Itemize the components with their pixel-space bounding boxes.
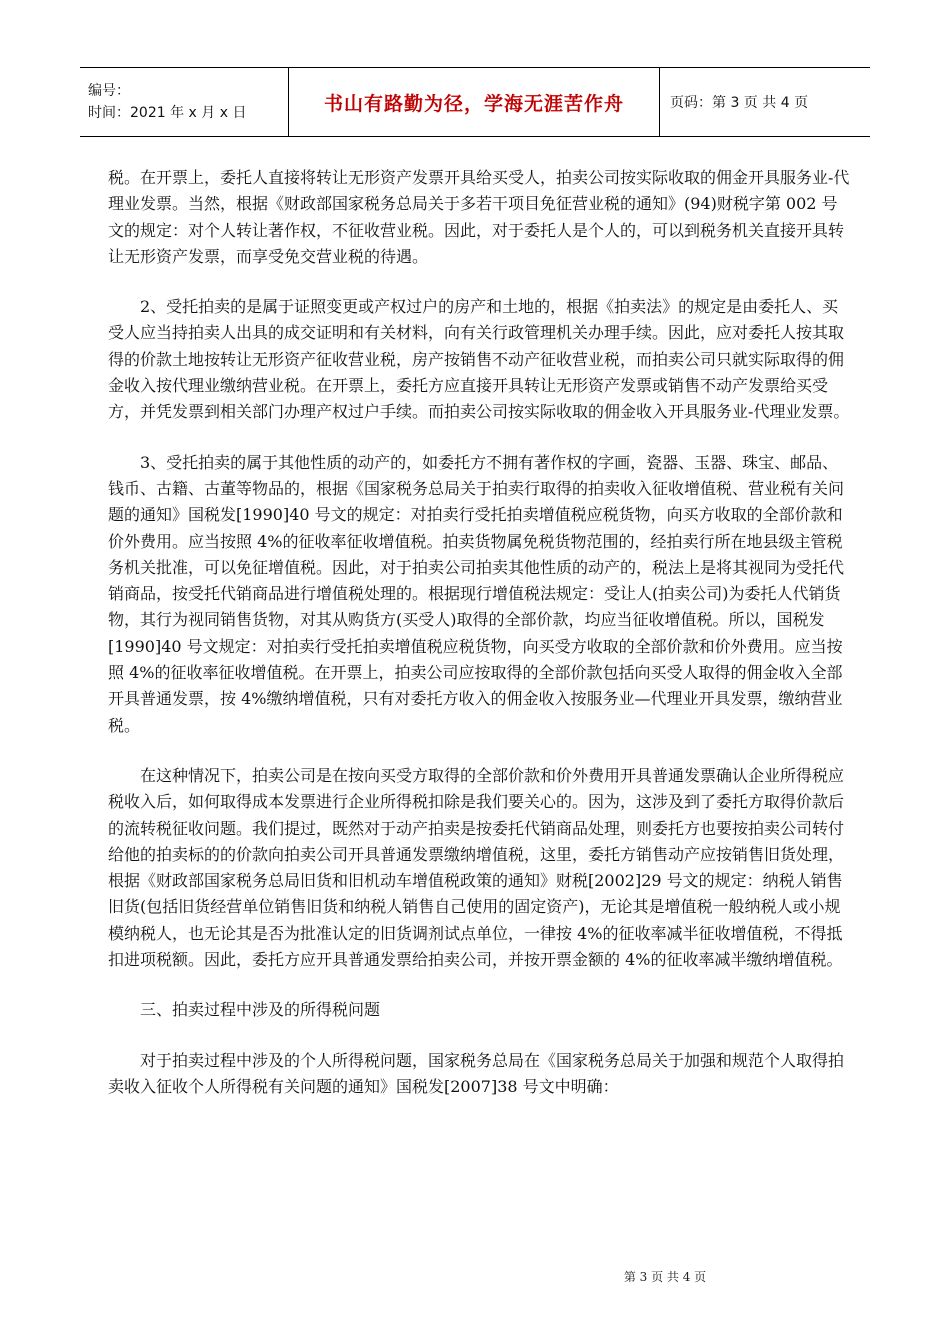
document-number-label: 编号： bbox=[88, 83, 130, 99]
paragraph-invoice-situation: 在这种情况下，拍卖公司是在按向买受方取得的全部价款和价外费用开具普通发票确认企业所得税应税收入后，如何取得成本发票进行企业所得税扣除是我们要关心的。因为，这涉及到了委托方取得价款后的流转税征收问题。我们提过，既然对于动产拍卖是按委托代销商品处理，则委托方也要按拍卖公司转付给他的拍卖标的的价款向拍卖公司开具普通发票缴纳增值税，这里，委托方销售动产应按销售旧货处理，根据《财政部国家税务总局旧货和旧机动车增值税政策的通知》财税[2002]29 号文的规定：纳税人销售旧货(包括旧货经营单位销售旧货和纳税人销售自己使用的固定资产)，无论其是增值税一般纳税人或小规模纳税人，也无论其是否为批准认定的旧货调剂试点单位，一律按 4%的征收率减半征收增值税，不得抵扣进项税额。因此，委托方应开具普通发票给拍卖公司，并按开票金额的 4%的征收率减半缴纳增值税。 bbox=[108, 765, 845, 970]
paragraph-personal-income-tax: 对于拍卖过程中涉及的个人所得税问题，国家税务总局在《国家税务总局关于加强和规范个人取得拍卖收入征收个人所得税有关问题的通知》国税发[2007]38 号文中明确： bbox=[108, 1050, 845, 1096]
paragraph-continuation: 税。在开票上，委托人直接将转让无形资产发票开具给买受人，拍卖公司按实际收取的佣金开具服务业-代理业发票。当然，根据《财政部国家税务总局关于多若干项目免征营业税的通知》(94)财税字第 002 号文的规定：对个人转让著作权，不征收营业税。因此，对于委托人是个人的，可以到税务机关直接开具转让无形资产发票，而享受免交营业税的待遇。 bbox=[108, 168, 850, 266]
header-motto: 书山有路勤为径，学海无涯苦作舟 bbox=[289, 68, 660, 136]
header-page-number: 页码：第 3 页 共 4 页 bbox=[670, 95, 809, 111]
document-body bbox=[108, 165, 853, 1100]
document-date-label: 时间：2021 年 x 月 x 日 bbox=[88, 105, 247, 121]
paragraph-real-estate: 2、受托拍卖的是属于证照变更或产权过户的房产和土地的，根据《拍卖法》的规定是由委托人、买受人应当持拍卖人出具的成交证明和有关材料，向有关行政管理机关办理手续。因此，应对委托人按其取得的价款土地按转让无形资产征收营业税，房产按销售不动产征收营业税，而拍卖公司只就实际取得的佣金收入按代理业缴纳营业税。在开票上，委托方应直接开具转让无形资产发票或销售不动产发票给买受方，并凭发票到相关部门办理产权过户手续。而拍卖公司按实际收取的佣金收入开具服务业-代理业发票。 bbox=[108, 297, 850, 422]
section-heading-income-tax: 三、拍卖过程中涉及的所得税问题 bbox=[140, 1000, 381, 1020]
paragraph-movable-property: 3、受托拍卖的属于其他性质的动产的，如委托方不拥有著作权的字画，瓷器、玉器、珠宝、邮品、钱币、古籍、古董等物品的，根据《国家税务总局关于拍卖行取得的拍卖收入征收增值税、营业税有关问题的通知》国税发[1990]40 号文的规定：对拍卖行受托拍卖增值税应税货物，向买方收取的全部价款和价外费用。应当按照 4%的征收率征收增值税。拍卖货物属免税货物范围的，经拍卖行所在地县级主管税务机关批准，可以免征增值税。因此，对于拍卖公司拍卖其他性质的动产的，税法上是将其视同为受托代销商品，按受托代销商品进行增值税处理的。根据现行增值税法规定：受让人(拍卖公司)为委托人代销货物，其行为视同销售货物，对其从购货方(买受人)取得的全部价款，均应当征收增值税。所以，国税发[1990]40 号文规定：对拍卖行受托拍卖增值税应税货物，向买受方收取的全部价款和价外费用。应当按照 4%的征收率征收增值税。在开票上，拍卖公司应按取得的全部价款包括向买受人取得的佣金收入全部开具普通发票，按 4%缴纳增值税，只有对委托方收入的佣金收入按服务业—代理业开具发票，缴纳营业税。 bbox=[108, 452, 845, 735]
header-meta bbox=[80, 68, 289, 136]
page-header bbox=[80, 67, 870, 137]
page-footer: 第 3 页 共 4 页 bbox=[623, 1270, 707, 1284]
